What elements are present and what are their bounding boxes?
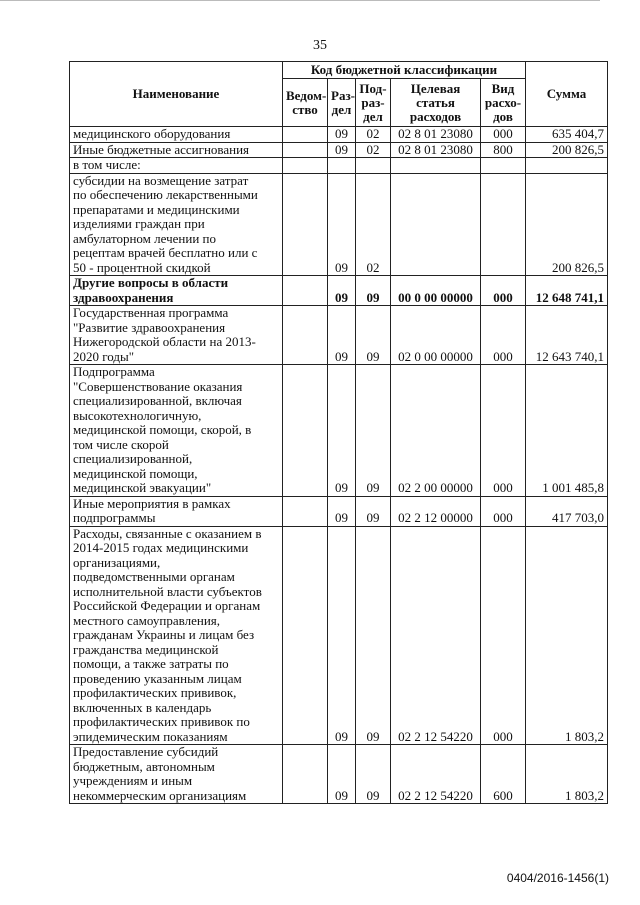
cell-podrazdel: 02 xyxy=(356,173,391,276)
cell-celevaya: 02 2 12 54220 xyxy=(391,745,481,804)
cell-name: в том числе: xyxy=(70,158,283,174)
cell-podrazdel xyxy=(356,158,391,174)
header-vid: Вид расхо- дов xyxy=(481,79,526,127)
cell-vedomstvo xyxy=(283,127,328,143)
cell-vid: 000 xyxy=(481,127,526,143)
cell-vedomstvo xyxy=(283,173,328,276)
cell-name: Подпрограмма "Совершенствование оказания специализированной, включая высокотехнологичную, медицинской помощи, скорой, в том числе скорой специализированной, медицинской помощи, медицинской эвакуации" xyxy=(70,365,283,497)
cell-vid: 600 xyxy=(481,745,526,804)
cell-vedomstvo xyxy=(283,306,328,365)
table-header xyxy=(70,62,608,127)
cell-podrazdel: 09 xyxy=(356,306,391,365)
cell-sum: 635 404,7 xyxy=(526,127,608,143)
cell-name: Другие вопросы в области здравоохранения xyxy=(70,276,283,306)
cell-name: субсидии на возмещение затрат по обеспечению лекарственными препаратами и медицинскими изделиями граждан при амбулаторном лечении по рецептам врачей бесплатно или с 50 - процентной скидкой xyxy=(70,173,283,276)
cell-vid xyxy=(481,158,526,174)
cell-razdel: 09 xyxy=(328,173,356,276)
table-row xyxy=(70,276,608,306)
cell-vedomstvo xyxy=(283,745,328,804)
table-row xyxy=(70,173,608,276)
top-rule xyxy=(0,0,600,1)
cell-celevaya: 02 2 12 00000 xyxy=(391,496,481,526)
header-podrazdel: Под- раз- дел xyxy=(356,79,391,127)
cell-vid: 000 xyxy=(481,306,526,365)
cell-vedomstvo xyxy=(283,496,328,526)
table-body xyxy=(70,127,608,804)
cell-razdel: 09 xyxy=(328,496,356,526)
cell-podrazdel: 09 xyxy=(356,745,391,804)
cell-razdel: 09 xyxy=(328,306,356,365)
cell-sum: 200 826,5 xyxy=(526,173,608,276)
header-celevaya: Целевая статья расходов xyxy=(391,79,481,127)
cell-sum: 200 826,5 xyxy=(526,142,608,158)
cell-name: Государственная программа "Развитие здравоохранения Нижегородской области на 2013- 2020 годы" xyxy=(70,306,283,365)
cell-vid: 800 xyxy=(481,142,526,158)
cell-sum: 12 643 740,1 xyxy=(526,306,608,365)
cell-vedomstvo xyxy=(283,365,328,497)
cell-sum: 12 648 741,1 xyxy=(526,276,608,306)
cell-celevaya: 02 8 01 23080 xyxy=(391,127,481,143)
table-row xyxy=(70,745,608,804)
cell-vid: 000 xyxy=(481,526,526,745)
table-row xyxy=(70,365,608,497)
table-row xyxy=(70,496,608,526)
cell-name: Предоставление субсидий бюджетным, автономным учреждениям и иным некоммерческим организациям xyxy=(70,745,283,804)
cell-vid: 000 xyxy=(481,276,526,306)
cell-vid: 000 xyxy=(481,365,526,497)
header-name: Наименование xyxy=(70,62,283,127)
header-code-group: Код бюджетной классификации xyxy=(283,62,526,79)
cell-celevaya: 02 2 12 54220 xyxy=(391,526,481,745)
cell-podrazdel: 09 xyxy=(356,496,391,526)
table-row xyxy=(70,526,608,745)
cell-name: Иные мероприятия в рамках подпрограммы xyxy=(70,496,283,526)
cell-sum: 417 703,0 xyxy=(526,496,608,526)
cell-vid: 000 xyxy=(481,496,526,526)
cell-celevaya: 02 8 01 23080 xyxy=(391,142,481,158)
cell-vedomstvo xyxy=(283,158,328,174)
cell-podrazdel: 09 xyxy=(356,276,391,306)
cell-podrazdel: 09 xyxy=(356,365,391,497)
cell-name: Расходы, связанные с оказанием в 2014-2015 годах медицинскими организациями, подведомственными органам исполнительной власти субъектов Российской Федерации и органам местного самоуправления, гражданам Украины и лицам без гражданства медицинской помощи, а также затраты по проведению указанным лицам профилактических прививок, включенных в календарь профилактических прививок по эпидемическим показаниям xyxy=(70,526,283,745)
table-row xyxy=(70,127,608,143)
cell-razdel: 09 xyxy=(328,276,356,306)
cell-sum: 1 803,2 xyxy=(526,526,608,745)
cell-vid xyxy=(481,173,526,276)
cell-name: медицинского оборудования xyxy=(70,127,283,143)
table-row xyxy=(70,306,608,365)
cell-celevaya: 00 0 00 00000 xyxy=(391,276,481,306)
cell-podrazdel: 02 xyxy=(356,142,391,158)
cell-razdel: 09 xyxy=(328,745,356,804)
cell-celevaya: 02 2 00 00000 xyxy=(391,365,481,497)
cell-sum: 1 803,2 xyxy=(526,745,608,804)
cell-vedomstvo xyxy=(283,276,328,306)
cell-razdel xyxy=(328,158,356,174)
cell-razdel: 09 xyxy=(328,526,356,745)
header-razdel: Раз- дел xyxy=(328,79,356,127)
cell-vedomstvo xyxy=(283,526,328,745)
cell-name: Иные бюджетные ассигнования xyxy=(70,142,283,158)
table-row xyxy=(70,158,608,174)
cell-celevaya: 02 0 00 00000 xyxy=(391,306,481,365)
cell-celevaya xyxy=(391,158,481,174)
budget-table xyxy=(69,61,608,804)
cell-podrazdel: 09 xyxy=(356,526,391,745)
cell-podrazdel: 02 xyxy=(356,127,391,143)
cell-vedomstvo xyxy=(283,142,328,158)
table-row xyxy=(70,142,608,158)
cell-razdel: 09 xyxy=(328,142,356,158)
cell-razdel: 09 xyxy=(328,365,356,497)
header-sum: Сумма xyxy=(526,62,608,127)
cell-sum: 1 001 485,8 xyxy=(526,365,608,497)
page-number: 35 xyxy=(313,38,327,53)
cell-celevaya xyxy=(391,173,481,276)
cell-sum xyxy=(526,158,608,174)
document-code: 0404/2016-1456(1) xyxy=(506,871,609,885)
header-vedomstvo: Ведом- ство xyxy=(283,79,328,127)
cell-razdel: 09 xyxy=(328,127,356,143)
